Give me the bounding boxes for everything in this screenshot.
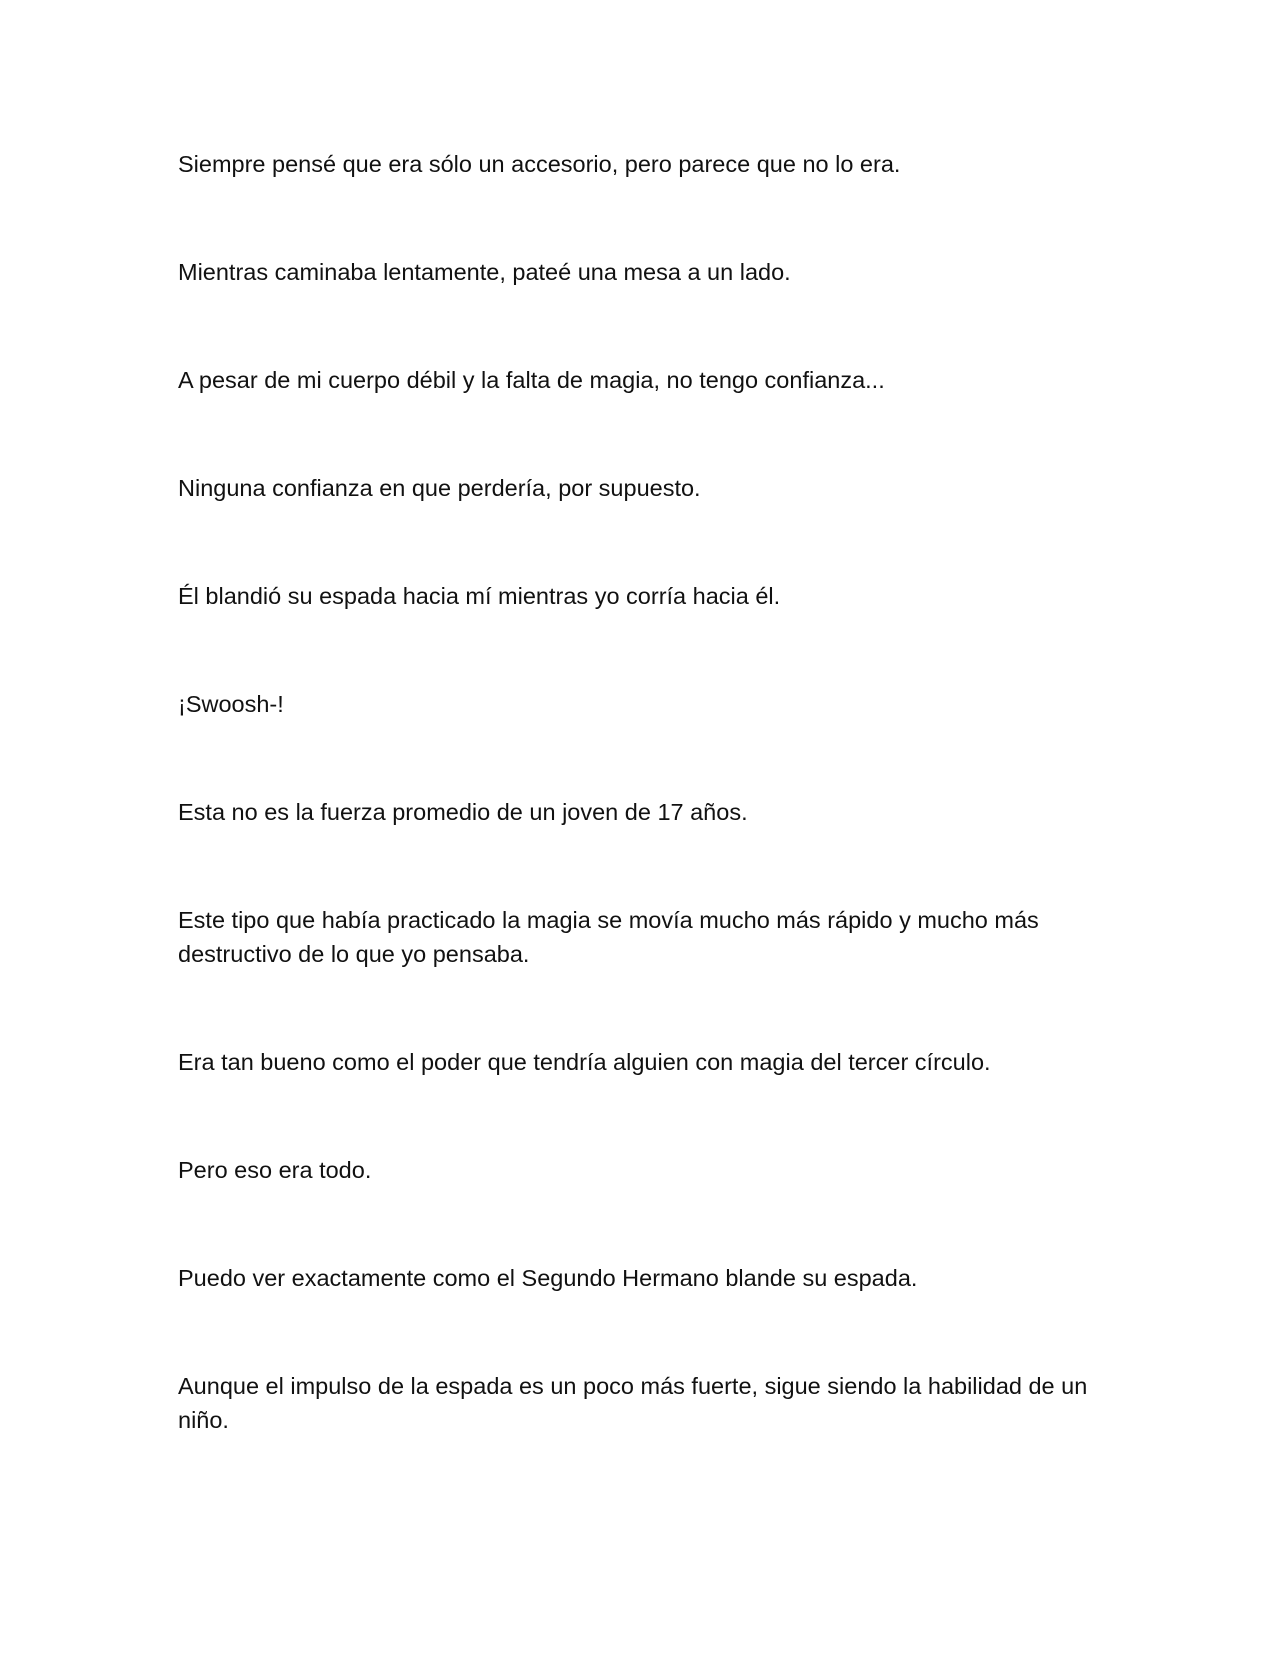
paragraph: Pero eso era todo. (178, 1157, 372, 1183)
paragraph: Aunque el impulso de la espada es un poco más fuerte, sigue siendo la habilidad de un niño. (178, 1373, 1088, 1433)
paragraph: Siempre pensé que era sólo un accesorio, pero parece que no lo era. (178, 151, 901, 177)
paragraph: Era tan bueno como el poder que tendría alguien con magia del tercer círculo. (178, 1049, 991, 1075)
paragraph: ¡Swoosh-! (178, 691, 284, 717)
paragraph: Ninguna confianza en que perdería, por supuesto. (178, 475, 701, 501)
paragraph: Mientras caminaba lentamente, pateé una mesa a un lado. (178, 259, 791, 285)
paragraph: Este tipo que había practicado la magia se movía mucho más rápido y mucho más destructivo de lo que yo pensaba. (178, 907, 1039, 967)
paragraph: Él blandió su espada hacia mí mientras yo corría hacia él. (178, 583, 781, 609)
paragraph: Puedo ver exactamente como el Segundo Hermano blande su espada. (178, 1265, 918, 1291)
paragraph: Esta no es la fuerza promedio de un joven de 17 años. (178, 799, 748, 825)
paragraph: A pesar de mi cuerpo débil y la falta de magia, no tengo confianza... (178, 367, 885, 393)
